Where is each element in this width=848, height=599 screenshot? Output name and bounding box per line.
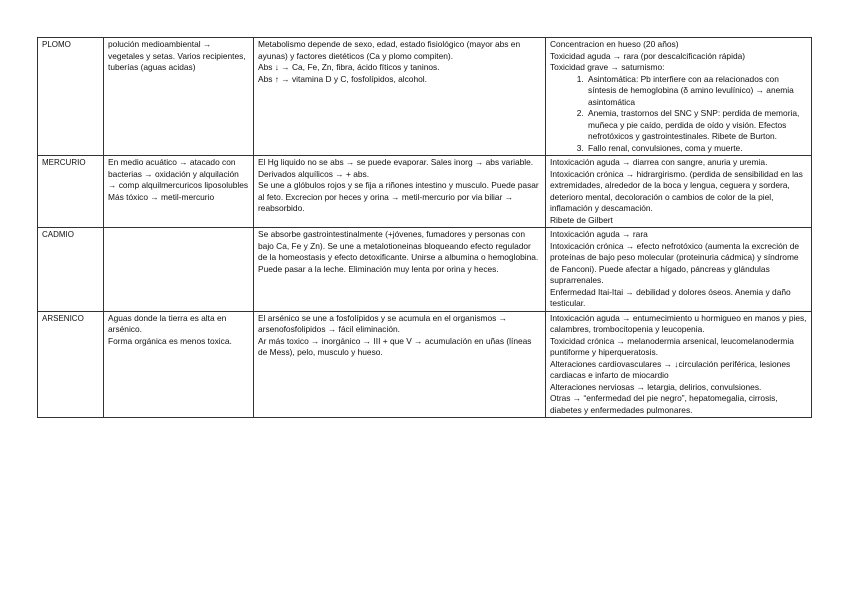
toxicity-text: Toxicidad crónica → melanodermia arsenical, leucomelanodermia puntiforme y hiperqueratosis. xyxy=(550,335,794,357)
toxicity-text: Toxicidad aguda → rara (por descalcificación rápida) xyxy=(550,50,746,61)
toxicity-cell xyxy=(546,156,812,228)
metabolism-cell xyxy=(254,38,546,156)
toxicity-text: Toxicidad grave → saturnismo: xyxy=(550,62,665,72)
list-item: 3. Fallo renal, convulsiones, coma y muerte. xyxy=(586,143,807,155)
source-cell xyxy=(104,38,254,156)
toxicity-text: Intoxicación aguda → entumecimiento u hormigueo en manos y pies, calambres, trombocitopenia y leucopenia. xyxy=(550,312,807,334)
metabolism-text: Se absorbe gastrointestinalmente (+jóvenes, fumadores y personas con bajo Ca, Fe y Zn). Se une a metalotioneinas bloqueando efecto regulador de la homeostasis y efecto detoxificante. Unirse a albumina o hemoglobina. Puede pasar a la leche. Eliminación muy lenta por orina y heces. xyxy=(258,229,539,274)
toxicity-cell xyxy=(546,38,812,156)
metal-name-cell xyxy=(38,228,104,312)
metal-name-cell xyxy=(38,311,104,418)
toxicity-text: Intoxicación aguda → rara xyxy=(550,229,648,239)
toxicity-text: Intoxicación crónica → efecto nefrotóxico (aumenta la excreción de proteínas de bajo peso molecular (proteinuria cádmica) y síndrome de Fanconi). Puede afectar a hígado, páncreas y glándulas suprarrenales. xyxy=(550,240,800,285)
list-item: 2. Anemia, trastornos del SNC y SNP: perdida de memoria, muñeca y pie caído, perdida de oído y visión. Efectos nefrotóxicos y gastrointestinales. Ribete de Burton. xyxy=(586,108,807,143)
metal-name: MERCURIO xyxy=(42,158,86,167)
source-cell xyxy=(104,311,254,418)
toxicity-text: Otras → “enfermedad del pie negro”, hepatomegalia, cirrosis, diabetes y enfermedades pulmonares. xyxy=(550,393,778,415)
metal-name: CADMIO xyxy=(42,230,74,239)
toxicity-text: Intoxicación aguda → diarrea con sangre, anuria y uremia. xyxy=(550,157,768,167)
table-row xyxy=(38,311,812,418)
toxicity-cell xyxy=(546,228,812,312)
toxicity-text: Concentracion en hueso (20 años) xyxy=(550,39,679,49)
source-cell xyxy=(104,228,254,312)
toxicity-text: Intoxicación crónica → hidrargirismo. (perdida de sensibilidad en las extremidades, alrededor de la boca y lengua, ceguera y sordera, deterioro mental, decoloración o cambios de color de la piel, inflamación y descamación. xyxy=(550,168,803,213)
metabolism-cell xyxy=(254,228,546,312)
metal-name: PLOMO xyxy=(42,40,71,49)
source-text: En medio acuático → atacado con bacterias → oxidación y alquilación → comp alquilmercuricos liposolubles xyxy=(108,157,249,190)
toxicity-text: Enfermedad Itai-Itai → debilidad y dolores óseos. Anemia y daño testicular. xyxy=(550,286,791,308)
metabolism-text: Abs ↑ → vitamina D y C, fosfolípidos, alcohol. xyxy=(258,73,427,84)
table-row xyxy=(38,228,812,312)
toxicity-text: Ribete de Gilbert xyxy=(550,214,613,225)
source-text: Más tóxico → metil-mercurio xyxy=(108,191,215,202)
source-text: Forma orgánica es menos toxica. xyxy=(108,335,232,346)
toxicity-cell xyxy=(546,311,812,418)
metabolism-text: El arsénico se une a fosfolípidos y se acumula en el organismos → arsenofosfolipidos → fácil eliminación. xyxy=(258,312,508,334)
metabolism-text: Ar más toxico → inorgánico → III + que V → acumulación en uñas (líneas de Mess), pelo, musculo y hueso. xyxy=(258,335,532,357)
metal-name-cell xyxy=(38,156,104,228)
toxicity-text: Alteraciones cardiovasculares → ↓circulación periférica, lesiones cardiacas e infarto de miocardio xyxy=(550,358,791,380)
metal-name: ARSENICO xyxy=(42,313,84,323)
list-item: 1. Asintomática: Pb interfiere con aa relacionados con síntesis de hemoglobina (δ amino levulínico) → anemia asintomática xyxy=(586,74,807,109)
metabolism-text: Derivados alquílicos → + abs. xyxy=(258,168,370,179)
metal-name-cell xyxy=(38,38,104,156)
metabolism-text: Abs ↓ → Ca, Fe, Zn, fibra, ácido fíticos y taninos. xyxy=(258,62,440,72)
source-text: Aguas donde la tierra es alta en arsénico. xyxy=(108,312,227,334)
metabolism-cell xyxy=(254,156,546,228)
metabolism-text: El Hg liquido no se abs → se puede evaporar. Sales inorg → abs variable. xyxy=(258,157,534,167)
toxicity-stage-list xyxy=(550,74,807,155)
metals-toxicity-table xyxy=(37,37,812,418)
source-cell xyxy=(104,156,254,228)
metabolism-text: Se une a glóbulos rojos y se fija a riñones intestino y musculo. Puede pasar al feto. Excrecion por heces y orina → metil-mercurio por via biliar → reabsorbido. xyxy=(258,180,539,213)
source-text: polución medioambiental → vegetales y setas. Varios recipientes, tuberías (aguas acidas) xyxy=(108,39,246,72)
metabolism-text: Metabolismo depende de sexo, edad, estado fisiológico (mayor abs en ayunas) y factores dietéticos (Ca y plomo compiten). xyxy=(258,39,521,61)
table-row xyxy=(38,156,812,228)
metabolism-cell xyxy=(254,311,546,418)
table-row xyxy=(38,38,812,156)
toxicity-text: Alteraciones nerviosas → letargia, delirios, convulsiones. xyxy=(550,381,762,392)
